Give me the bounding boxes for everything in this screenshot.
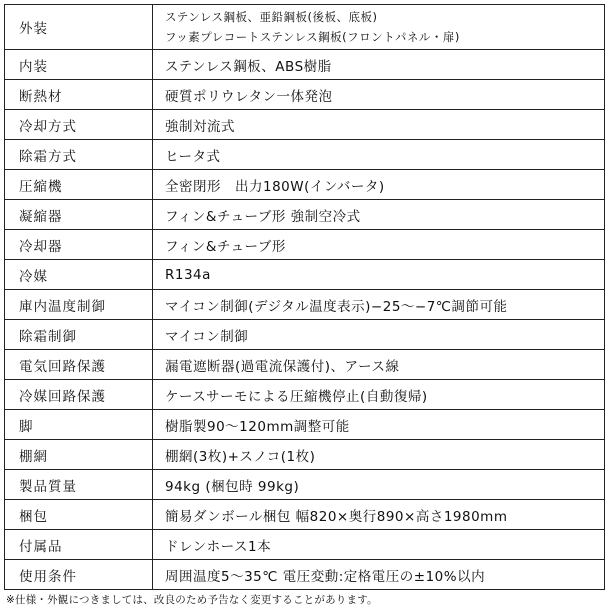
- spec-label: 庫内温度制御: [5, 290, 153, 320]
- spec-value-line: ステンレス鋼板、亜鉛鋼板(後板、底板): [165, 10, 378, 24]
- spec-value-line: ケースサーモによる圧縮機停止(自動復帰): [165, 388, 428, 405]
- spec-row: [5, 50, 605, 80]
- spec-value: [153, 500, 605, 530]
- spec-label: 除霜方式: [5, 140, 153, 170]
- spec-value: [153, 50, 605, 80]
- spec-value: [153, 410, 605, 440]
- spec-label: 内装: [5, 50, 153, 80]
- spec-value: [153, 560, 605, 590]
- spec-row: [5, 230, 605, 260]
- spec-value-line: フィン&チューブ形 強制空冷式: [165, 208, 361, 225]
- spec-table-body: [5, 5, 605, 590]
- spec-label: 棚網: [5, 440, 153, 470]
- spec-row: [5, 560, 605, 590]
- spec-row: [5, 470, 605, 500]
- spec-label: 冷却器: [5, 230, 153, 260]
- spec-value: [153, 530, 605, 560]
- spec-value-line: 強制対流式: [165, 118, 235, 135]
- spec-row: [5, 80, 605, 110]
- spec-label: 断熱材: [5, 80, 153, 110]
- spec-value: [153, 260, 605, 290]
- spec-row: [5, 410, 605, 440]
- spec-label: 電気回路保護: [5, 350, 153, 380]
- spec-row: [5, 380, 605, 410]
- spec-label: 使用条件: [5, 560, 153, 590]
- spec-label: 圧縮機: [5, 170, 153, 200]
- spec-label: 付属品: [5, 530, 153, 560]
- spec-label: 外装: [5, 5, 153, 50]
- spec-value: [153, 110, 605, 140]
- spec-value-line: R134a: [165, 266, 211, 283]
- spec-value: [153, 5, 605, 50]
- spec-row: [5, 140, 605, 170]
- spec-value-line: 全密閉形 出力180W(インバータ): [165, 178, 385, 195]
- spec-label: 製品質量: [5, 470, 153, 500]
- spec-row: [5, 5, 605, 50]
- spec-value-line: 樹脂製90〜120mm調整可能: [165, 418, 350, 435]
- spec-value-line: 94kg (梱包時 99kg): [165, 478, 300, 495]
- spec-row: [5, 260, 605, 290]
- spec-value-line: 周囲温度5〜35℃ 電圧変動:定格電圧の±10%以内: [165, 568, 486, 585]
- spec-row: [5, 500, 605, 530]
- spec-row: [5, 440, 605, 470]
- spec-row: [5, 530, 605, 560]
- spec-value-line: ドレンホース1本: [165, 538, 272, 555]
- spec-value-line: ヒータ式: [165, 148, 221, 165]
- spec-row: [5, 110, 605, 140]
- spec-value-line: フィン&チューブ形: [165, 238, 286, 255]
- spec-row: [5, 200, 605, 230]
- spec-row: [5, 350, 605, 380]
- spec-label: 冷媒: [5, 260, 153, 290]
- spec-value-line: 硬質ポリウレタン一体発泡: [165, 88, 333, 105]
- spec-row: [5, 170, 605, 200]
- spec-label: 凝縮器: [5, 200, 153, 230]
- spec-value: [153, 320, 605, 350]
- footnote: ※仕様・外観につきましては、改良のため予告なく変更することがあります。: [6, 594, 378, 606]
- spec-value-line: ステンレス鋼板、ABS樹脂: [165, 58, 332, 75]
- spec-value-line: マイコン制御: [165, 328, 249, 345]
- spec-value-line: 漏電遮断器(過電流保護付)、アース線: [165, 358, 400, 375]
- spec-row: [5, 320, 605, 350]
- spec-value: [153, 140, 605, 170]
- spec-value-line: 棚網(3枚)+スノコ(1枚): [165, 448, 316, 465]
- spec-value: [153, 350, 605, 380]
- spec-value: [153, 230, 605, 260]
- spec-label: 脚: [5, 410, 153, 440]
- spec-label: 梱包: [5, 500, 153, 530]
- spec-label: 冷却方式: [5, 110, 153, 140]
- spec-table: [4, 4, 605, 590]
- spec-label: 冷媒回路保護: [5, 380, 153, 410]
- spec-value-line: 簡易ダンボール梱包 幅820×奥行890×高さ1980mm: [165, 508, 508, 525]
- spec-value: [153, 170, 605, 200]
- spec-value: [153, 380, 605, 410]
- spec-value: [153, 470, 605, 500]
- spec-value-line: マイコン制御(デジタル温度表示)−25〜−7℃調節可能: [165, 298, 508, 315]
- spec-value: [153, 440, 605, 470]
- spec-value: [153, 200, 605, 230]
- spec-label: 除霜制御: [5, 320, 153, 350]
- spec-row: [5, 290, 605, 320]
- spec-value: [153, 290, 605, 320]
- spec-value: [153, 80, 605, 110]
- spec-value-line: フッ素プレコートステンレス鋼板(フロントパネル・扉): [165, 30, 460, 44]
